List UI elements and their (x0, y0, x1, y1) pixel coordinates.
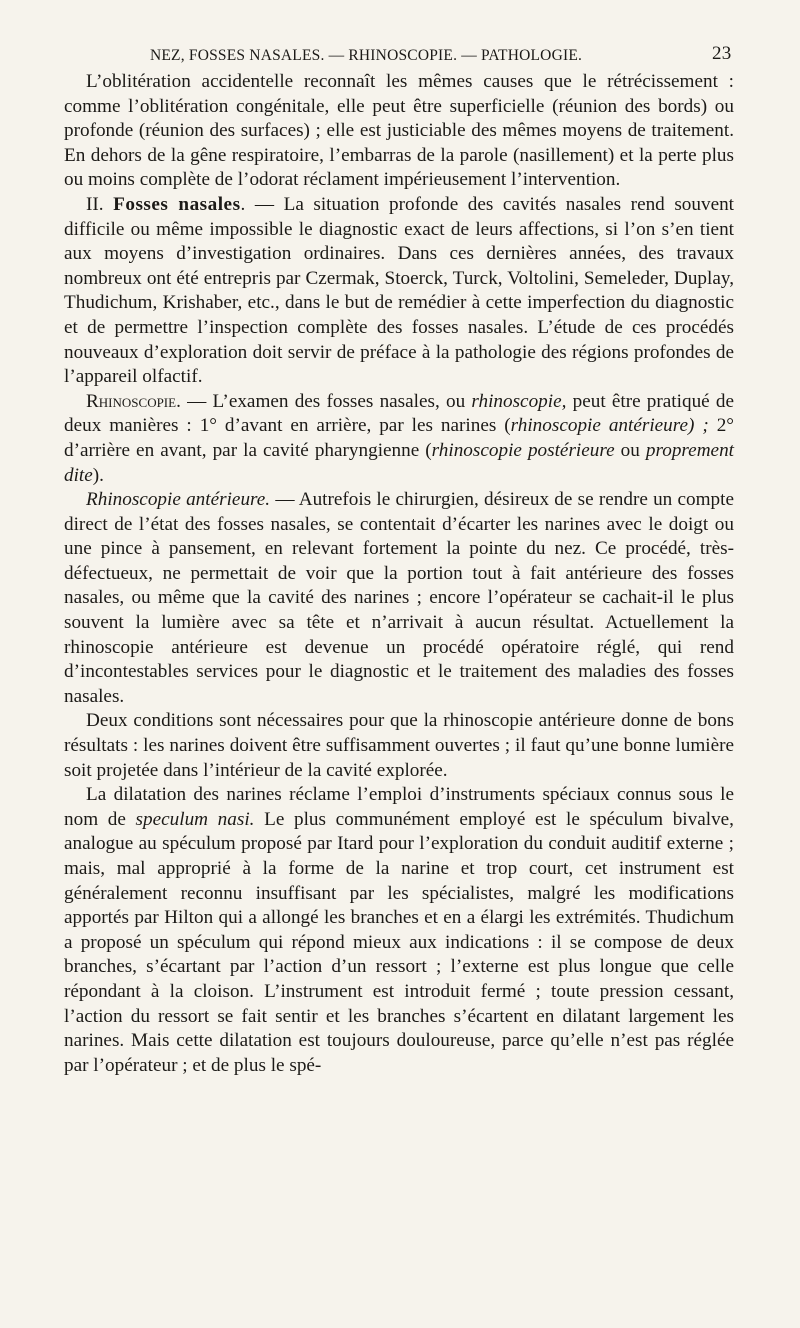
paragraph-obliteration: L’oblitération accidentelle reconnaît les mêmes causes que le rétrécissement : comme l’oblitération congénitale, elle peut être superficielle (réunion des bords) ou profonde (réunion des surfaces) ; elle est justiciable des mêmes moyens de traitement. En dehors de la gêne respiratoire, l’embarras de la parole (nasillement) et la perte plus ou moins complète de l’odorat réclament impérieusement l’intervention. (64, 71, 734, 191)
running-title: NEZ, FOSSES NASALES. — RHINOSCOPIE. — PATHOLOGIE. (150, 47, 583, 64)
italic-term: rhinoscopie antérieure) ; (510, 415, 709, 437)
text-run: 2° d’arrière en avant, par la cavité pharyngienne ( (64, 415, 734, 461)
paragraph-text: . — La situation profonde des cavités nasales rend souvent difficile ou même impossible le diagnostic exact de leurs affections, si l’on s’en tient aux moyens d’investigation ordinaires. Dans ces dernières années, des travaux nombreux ont été entrepris par Czermak, Stoerck, Turck, Voltolini, Semeleder, Duplay, Thudichum, Krishaber, etc., dans le but de remédier à cette imperfection du diagnostic et de permettre l’inspection complète des fosses nasales. L’étude de ces procédés nouveaux d’exploration doit servir de préface à la pathologie des régions profondes de l’appareil olfactif. (64, 193, 735, 388)
text-run: peut être pratiqué de deux manières : 1° d’avant en arrière, par les narines ( (64, 390, 734, 437)
italic-term: speculum nasi. (135, 808, 255, 830)
text-run: Le plus communément employé est le spéculum bivalve, analogue au spéculum proposé par Itard pour l’exploration du conduit auditif externe ; mais, mal approprié à la forme de la narine et trop court, cet instrument est généralement reconnu insuffisant par les spécialistes, malgré les modifications apportés par Hilton qui a allongé les branches et en a élargi les extrémités. Thudichum a proposé un spéculum qui répond mieux aux indications : il se compose de deux branches, s’écartant par l’action d’un ressort ; l’externe est plus longue que celle répondant à la cloison. L’instrument est introduit fermé ; toute pression cessant, l’action du ressort se fait sentir et les branches s’écartent en dilatant largement les narines. Mais cette dilatation est toujours douloureuse, parce qu’elle n’est pas réglée par l’opérateur ; et de plus le spé- (64, 808, 734, 1076)
subsection-heading: Rhinoscopie antérieure. (86, 489, 271, 511)
paragraph-fosses-nasales (64, 193, 734, 390)
text-run: La dilatation des narines réclame l’emploi d’instruments spéciaux connus sous le nom de (64, 784, 734, 830)
page-header (0, 43, 800, 73)
text-run: ou (614, 439, 646, 461)
body-text (64, 70, 734, 1078)
rhinoscopie-heading: Rhinoscopie. (86, 390, 181, 412)
italic-term: rhinoscopie, (471, 390, 567, 412)
text-run: — L’examen des fosses nasales, ou (180, 390, 472, 412)
paragraph-rhinoscopie (64, 390, 734, 488)
text-run: ). (92, 464, 104, 486)
section-heading: Fosses nasales (113, 193, 241, 215)
italic-term: proprement dite (64, 439, 734, 486)
paragraph-text: — Autrefois le chirurgien, désireux de se rendre un compte direct de l’état des fosses nasales, se contentait d’écarter les narines avec le doigt ou une pince à pansement, en relevant fortement la pointe du nez. Ce procédé, très-défectueux, ne permettait de voir que la portion tout à fait antérieure des fosses nasales, ou même que la cavité des narines ; encore l’opérateur se cachait-il le plus souvent la lumière avec sa tête et n’arrivait à aucun résultat. Actuellement la rhinoscopie antérieure est devenue un procédé opératoire réglé, qui rend d’incontestables services pour le diagnostic et le traitement des maladies des fosses nasales. (64, 489, 734, 707)
paragraph-rhinoscopie-anterieure (64, 488, 734, 709)
italic-term: rhinoscopie postérieure (431, 439, 615, 461)
page-number: 23 (712, 43, 732, 64)
paragraph-dilatation (64, 783, 734, 1078)
section-numeral: II. (86, 193, 104, 215)
paragraph-conditions: Deux conditions sont nécessaires pour que la rhinoscopie antérieure donne de bons résultats : les narines doivent être suffisamment ouvertes ; il faut qu’une bonne lumière soit projetée dans l’intérieur de la cavité explorée. (64, 710, 734, 781)
